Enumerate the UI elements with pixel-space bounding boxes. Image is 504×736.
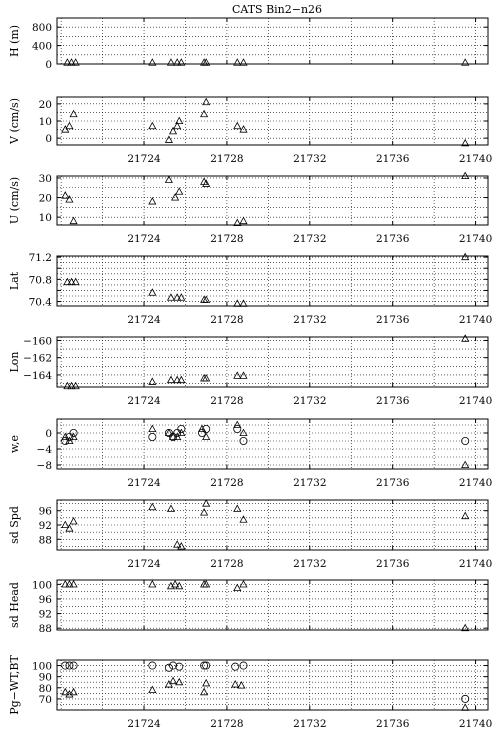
x-tick-label: 21724: [127, 477, 161, 489]
y-tick-label: −4: [36, 444, 52, 456]
y-tick-label: 96: [38, 593, 52, 606]
chart-title: CATS Bin2−n26: [231, 3, 323, 16]
x-tick-label: 21740: [458, 477, 493, 489]
y-axis-label: H (m): [8, 24, 21, 58]
x-tick-label: 21728: [210, 718, 244, 730]
x-tick-label: 21732: [293, 558, 327, 570]
y-tick-label: 90: [38, 671, 52, 684]
y-axis-label: Lon: [8, 351, 21, 373]
x-tick-label: 21728: [210, 233, 244, 245]
y-tick-label: 20: [38, 192, 52, 205]
x-tick-label: 21740: [458, 558, 493, 570]
x-tick-label: 21736: [375, 314, 410, 326]
x-tick-label: 21728: [210, 395, 244, 407]
y-tick-label: 71.2: [28, 252, 52, 265]
y-tick-label: 10: [38, 212, 52, 225]
x-tick-label: 21736: [375, 395, 410, 407]
y-tick-label: −160: [23, 335, 52, 348]
x-tick-label: 21724: [127, 153, 161, 165]
x-tick-label: 21736: [375, 153, 410, 165]
x-tick-label: 21732: [293, 395, 327, 407]
y-tick-label: 70.4: [28, 296, 52, 309]
x-tick-label: 21732: [293, 314, 327, 326]
x-tick-label: 21740: [458, 718, 493, 730]
x-tick-label: 21728: [210, 153, 244, 165]
y-tick-label: 0: [45, 428, 52, 440]
y-tick-label: 0: [45, 59, 52, 71]
y-tick-label: −162: [23, 352, 52, 365]
y-tick-label: 80: [38, 682, 52, 695]
y-tick-label: 100: [31, 660, 52, 673]
y-tick-label: 10: [38, 116, 52, 128]
y-axis-label: sd Head: [8, 582, 21, 628]
x-tick-label: 21724: [127, 233, 161, 245]
y-tick-label: 800: [31, 22, 52, 35]
y-axis-label: Lat: [8, 271, 21, 291]
x-tick-label: 21724: [127, 718, 161, 730]
y-tick-label: 92: [38, 520, 52, 532]
x-tick-label: 21732: [293, 153, 327, 165]
x-tick-label: 21724: [127, 314, 161, 326]
x-tick-label: 21724: [127, 558, 161, 570]
y-tick-label: 88: [38, 623, 52, 636]
x-tick-label: 21728: [210, 314, 244, 326]
x-tick-label: 21736: [375, 558, 410, 570]
y-tick-label: 400: [31, 40, 52, 53]
y-axis-label: V (cm/s): [8, 98, 21, 144]
y-tick-label: 30: [38, 172, 52, 185]
x-tick-label: 21740: [458, 395, 493, 407]
x-tick-label: 21740: [458, 153, 493, 165]
y-tick-label: 70: [38, 693, 52, 706]
y-tick-label: 70.8: [28, 274, 52, 287]
y-axis-label: Pg−WT,BT: [8, 655, 21, 715]
y-tick-label: 96: [38, 505, 52, 518]
y-tick-label: 100: [31, 579, 52, 592]
x-tick-label: 21736: [375, 233, 410, 245]
y-axis-label: sd Spd: [8, 506, 21, 544]
y-tick-label: 92: [38, 608, 52, 621]
x-tick-label: 21728: [210, 558, 244, 570]
y-tick-label: −8: [36, 460, 52, 472]
x-tick-label: 21732: [293, 233, 327, 245]
x-tick-label: 21728: [210, 477, 244, 489]
y-tick-label: 20: [38, 98, 52, 111]
x-tick-label: 21736: [375, 477, 410, 489]
x-tick-label: 21736: [375, 718, 410, 730]
y-axis-label: w,e: [8, 434, 21, 454]
y-tick-label: 88: [38, 534, 52, 547]
x-tick-label: 21740: [458, 314, 493, 326]
y-tick-label: −164: [23, 369, 52, 382]
x-tick-label: 21732: [293, 477, 327, 489]
x-tick-label: 21740: [458, 233, 493, 245]
x-tick-label: 21724: [127, 395, 161, 407]
x-tick-label: 21732: [293, 718, 327, 730]
y-axis-label: U (cm/s): [8, 176, 21, 225]
y-tick-label: 0: [45, 133, 52, 146]
